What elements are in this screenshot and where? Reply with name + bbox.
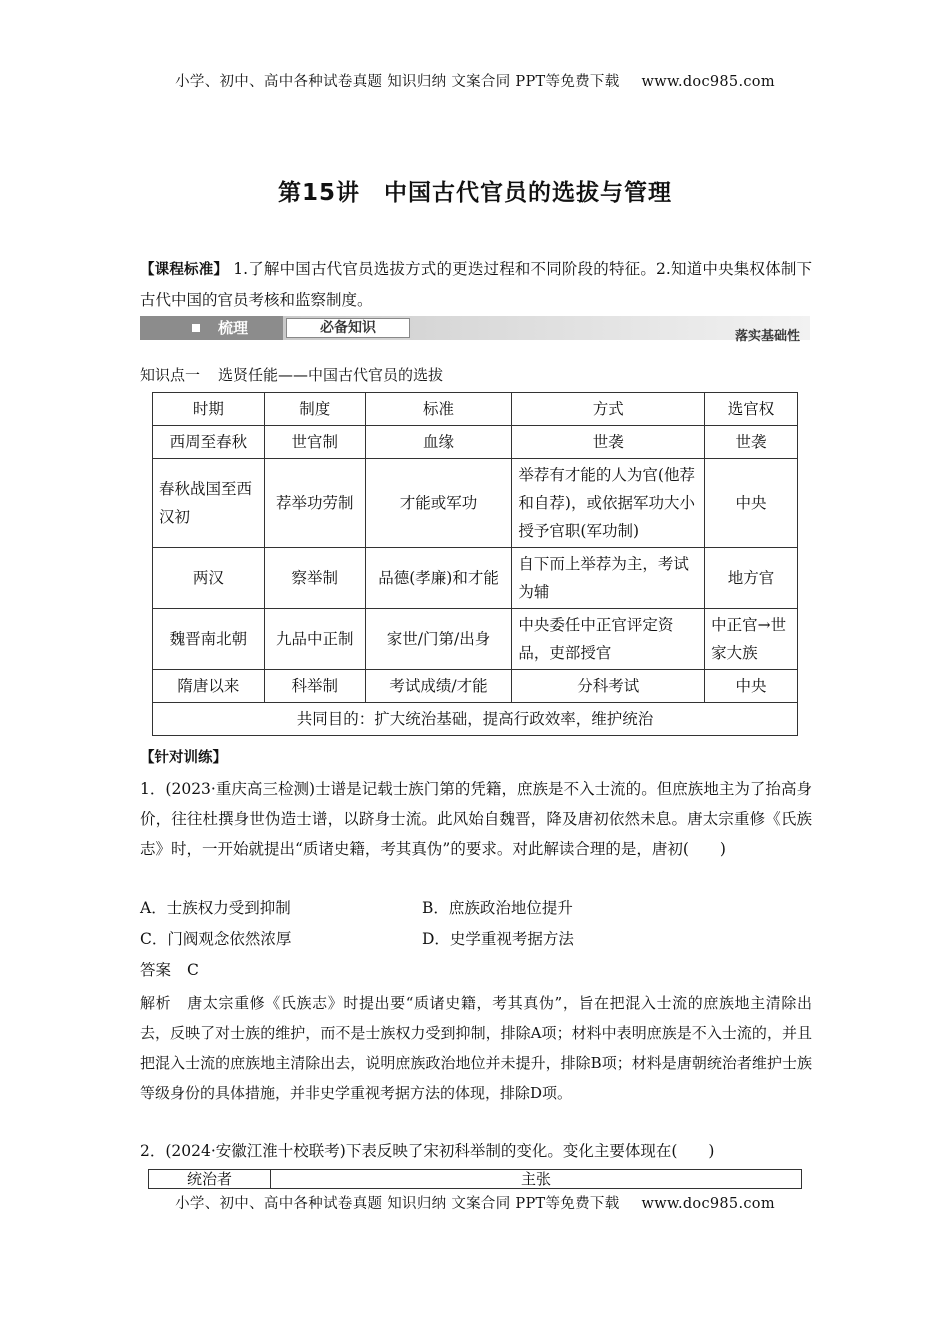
lesson-number: 第15讲 <box>277 180 360 206</box>
knowledge-point-heading <box>140 364 443 385</box>
table-cell: 荐举功劳制 <box>264 459 365 548</box>
answer-label: 答案 <box>140 961 172 979</box>
header-site-link[interactable]: www.doc985.com <box>641 74 775 90</box>
table-row <box>153 459 798 548</box>
training-label: 【针对训练】 <box>140 750 227 766</box>
table-header-row <box>153 393 798 426</box>
question-1-stem: 1．(2023·重庆高三检测)士谱是记载士族门第的凭籍，庶族是不入士流的。但庶族地主为了抬高身价，往往杜撰身世伪造士谱，以跻身士流。此风始自魏晋，降及唐初依然未息。唐太宗重修《氏族志》时，一开始就提出“质诸史籍，考其真伪”的要求。对此解读合理的是，唐初( ) <box>140 780 812 858</box>
analysis-label: 解析 <box>140 994 172 1012</box>
header-text: 小学、初中、高中各种试卷真题 知识归纳 文案合同 PPT等免费下载 <box>175 74 620 90</box>
banner-box-label: 必备知识 <box>286 318 410 338</box>
question-2-stem: 2．(2024·安徽江淮十校联考)下表反映了宋初科举制的变化。变化主要体现在( ) <box>140 1142 715 1160</box>
banner-tab <box>140 316 283 340</box>
lesson-title <box>0 174 950 207</box>
answer-value: C <box>187 961 199 979</box>
table-header-cell: 标准 <box>365 393 512 426</box>
table-cell: 中正官→世家大族 <box>705 609 798 670</box>
table-cell: 考试成绩/才能 <box>365 670 512 703</box>
table-header-cell: 制度 <box>264 393 365 426</box>
lesson-name: 中国古代官员的选拔与管理 <box>384 180 672 206</box>
knowledge-point-text: 选贤任能——中国古代官员的选拔 <box>218 366 444 384</box>
table-cell: 中央委任中正官评定资品，吏部授官 <box>512 609 705 670</box>
table-cell: 品德(孝廉)和才能 <box>365 548 512 609</box>
table-cell: 中央 <box>705 670 798 703</box>
table-header-cell: 统治者 <box>149 1170 271 1189</box>
table-cell: 察举制 <box>264 548 365 609</box>
footer-text: 小学、初中、高中各种试卷真题 知识归纳 文案合同 PPT等免费下载 <box>175 1196 620 1212</box>
page-footer <box>0 1192 950 1213</box>
table-cell: 血缘 <box>365 426 512 459</box>
banner-left-label: 梳理 <box>218 319 249 337</box>
question-1-option-d[interactable]: D．史学重视考据方法 <box>422 930 574 948</box>
banner-right-label: 落实基础性 <box>734 329 800 344</box>
course-standard-text: 1.了解中国古代官员选拔方式的更迭过程和不同阶段的特征。2.知道中央集权体制下古代中国的官员考核和监察制度。 <box>140 260 813 309</box>
table-footer-row <box>153 703 798 736</box>
course-standard-label: 【课程标准】 <box>140 262 229 278</box>
table-cell: 世袭 <box>705 426 798 459</box>
selection-systems-table <box>152 392 798 736</box>
table-row <box>153 426 798 459</box>
table-header-cell: 方式 <box>512 393 705 426</box>
table-cell: 九品中正制 <box>264 609 365 670</box>
table-header-cell: 主张 <box>271 1170 802 1189</box>
table-cell: 自下而上举荐为主，考试为辅 <box>512 548 705 609</box>
table-cell: 地方官 <box>705 548 798 609</box>
table-header-row <box>149 1170 802 1189</box>
page-header <box>0 70 950 91</box>
table-cell: 西周至春秋 <box>153 426 265 459</box>
table-cell: 隋唐以来 <box>153 670 265 703</box>
table-cell: 世袭 <box>512 426 705 459</box>
square-bullet-icon <box>192 324 200 332</box>
course-standard <box>140 254 812 315</box>
table-cell: 才能或军功 <box>365 459 512 548</box>
footer-site-link[interactable]: www.doc985.com <box>641 1196 775 1212</box>
table-footer-cell: 共同目的：扩大统治基础，提高行政效率，维护统治 <box>153 703 798 736</box>
table-cell: 中央 <box>705 459 798 548</box>
question-1-analysis <box>140 988 812 1108</box>
knowledge-point-label: 知识点一 <box>140 366 201 384</box>
table-row <box>153 609 798 670</box>
question-2-table <box>148 1169 802 1189</box>
table-header-cell: 选官权 <box>705 393 798 426</box>
analysis-text: 唐太宗重修《氏族志》时提出要“质诸史籍，考其真伪”，旨在把混入士流的庶族地主清除出去，反映了对士族的维护，而不是士族权力受到抑制，排除A项；材料中表明庶族是不入士流的，并且把混入士流的庶族地主清除出去，说明庶族政治地位并未提升，排除B项；材料是唐朝统治者维护士族等级身份的具体措施，并非史学重视考据方法的体现，排除D项。 <box>140 994 812 1102</box>
table-row <box>153 548 798 609</box>
question-1-option-b[interactable]: B．庶族政治地位提升 <box>422 899 573 917</box>
question-1-option-c[interactable]: C．门阀观念依然浓厚 <box>140 930 292 948</box>
table-cell: 魏晋南北朝 <box>153 609 265 670</box>
table-cell: 分科考试 <box>512 670 705 703</box>
table-cell: 家世/门第/出身 <box>365 609 512 670</box>
question-1-option-a[interactable]: A．士族权力受到抑制 <box>140 899 291 917</box>
table-cell: 两汉 <box>153 548 265 609</box>
table-cell: 春秋战国至西汉初 <box>153 459 265 548</box>
table-header-cell: 时期 <box>153 393 265 426</box>
table-cell: 科举制 <box>264 670 365 703</box>
question-1-answer <box>140 958 199 980</box>
table-cell: 举荐有才能的人为官(他荐和自荐)，或依据军功大小授予官职(军功制) <box>512 459 705 548</box>
section-banner <box>140 316 810 344</box>
table-row <box>153 670 798 703</box>
table-cell: 世官制 <box>264 426 365 459</box>
